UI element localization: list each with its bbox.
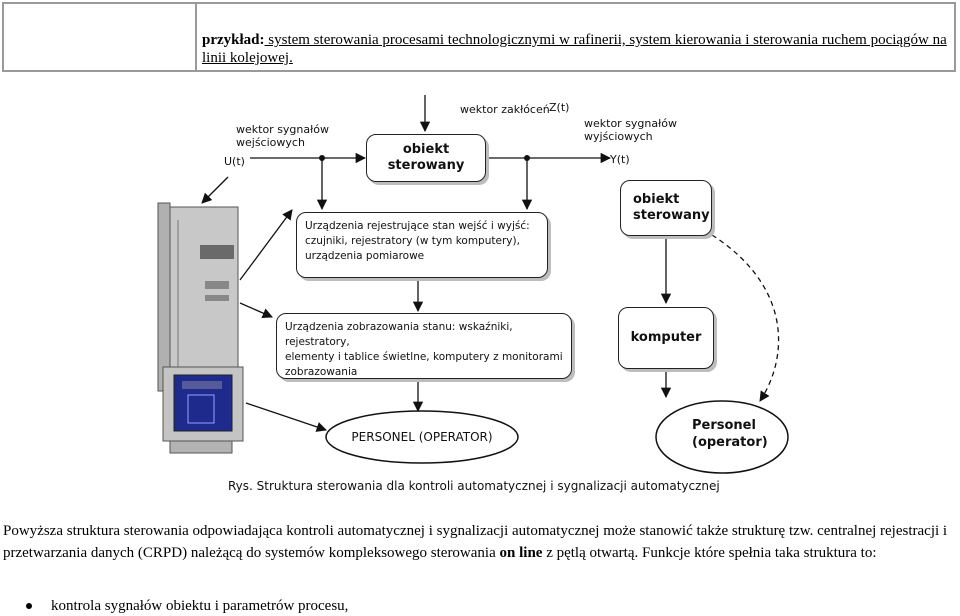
input-vector-label-line2: wejściowych xyxy=(236,136,305,149)
controlled-plant-line2: sterowany xyxy=(387,158,465,173)
example-label: przykład: xyxy=(202,32,265,48)
controlled-plant-box xyxy=(366,134,486,182)
output-vector-label-line2: wyjściowych xyxy=(584,130,653,143)
recording-devices-line2: czujniki, rejestratory (w tym komputery), xyxy=(305,235,520,247)
controlled-plant-side-line2: sterowany xyxy=(633,208,710,223)
operator-main-label: PERSONEL (OPERATOR) xyxy=(351,430,493,444)
bullet-icon xyxy=(26,603,32,609)
input-vector-label-line1: wektor sygnałów xyxy=(236,123,329,136)
display-devices-line3: zobrazowania xyxy=(285,366,358,378)
recording-devices-line3: urządzenia pomiarowe xyxy=(305,250,425,262)
list-item xyxy=(26,596,348,616)
operator-side-label xyxy=(660,417,784,451)
input-variable: U(t) xyxy=(224,155,245,168)
input-vector-label xyxy=(236,123,329,149)
control-structure-diagram xyxy=(0,85,960,505)
computer-box: komputer xyxy=(618,307,714,369)
paragraph-text-2: z pętlą otwartą. Funkcje które spełnia taka struktura to: xyxy=(542,544,877,561)
example-table xyxy=(2,2,956,72)
body-paragraph xyxy=(3,521,958,564)
controlled-plant-line1: obiekt xyxy=(402,142,450,157)
disturbance-vector-label: wektor zakłóceń xyxy=(460,103,550,116)
paragraph-text-1: Powyższa struktura sterowania odpowiadająca kontroli automatycznej i sygnalizacji automatycznej może stanowić także strukturę tzw. centralnej rejestracji i przetwarzania danych (CRPD) należącą do systemów kompleksowego sterowania xyxy=(3,523,948,561)
paragraph-bold: on line xyxy=(499,544,543,561)
function-list xyxy=(26,596,348,616)
controlled-plant-side-line1: obiekt xyxy=(633,192,680,207)
output-variable: Y(t) xyxy=(610,153,630,166)
controlled-plant-side-box xyxy=(620,180,712,236)
recording-devices-line1: Urządzenia rejestrujące stan wejść i wyjść: xyxy=(305,220,530,232)
example-cell xyxy=(197,4,954,70)
output-vector-label xyxy=(584,117,677,143)
table-empty-cell xyxy=(4,4,197,70)
computer-tower-icon xyxy=(158,203,238,391)
display-devices-box xyxy=(276,313,572,379)
operator-side-line2: (operator) xyxy=(692,435,768,450)
recording-devices-box xyxy=(296,212,548,278)
output-vector-label-line1: wektor sygnałów xyxy=(584,117,677,130)
figure-caption: Rys. Struktura sterowania dla kontroli automatycznej i sygnalizacji automatycznej xyxy=(228,479,720,493)
display-devices-line2: elementy i tablice świetlne, komputery z monitorami xyxy=(285,351,563,363)
example-text: system sterowania procesami technologicznymi w rafinerii, system kierowania i sterowania ruchem pociągów na linii kolejowej. xyxy=(202,32,947,66)
list-item-text: kontrola sygnałów obiektu i parametrów procesu, xyxy=(51,598,349,614)
monitor-icon xyxy=(163,367,243,453)
display-devices-line1: Urządzenia zobrazowania stanu: wskaźniki, rejestratory, xyxy=(285,321,513,348)
disturbance-variable: Z(t) xyxy=(549,101,570,114)
operator-side-line1: Personel xyxy=(692,418,756,433)
